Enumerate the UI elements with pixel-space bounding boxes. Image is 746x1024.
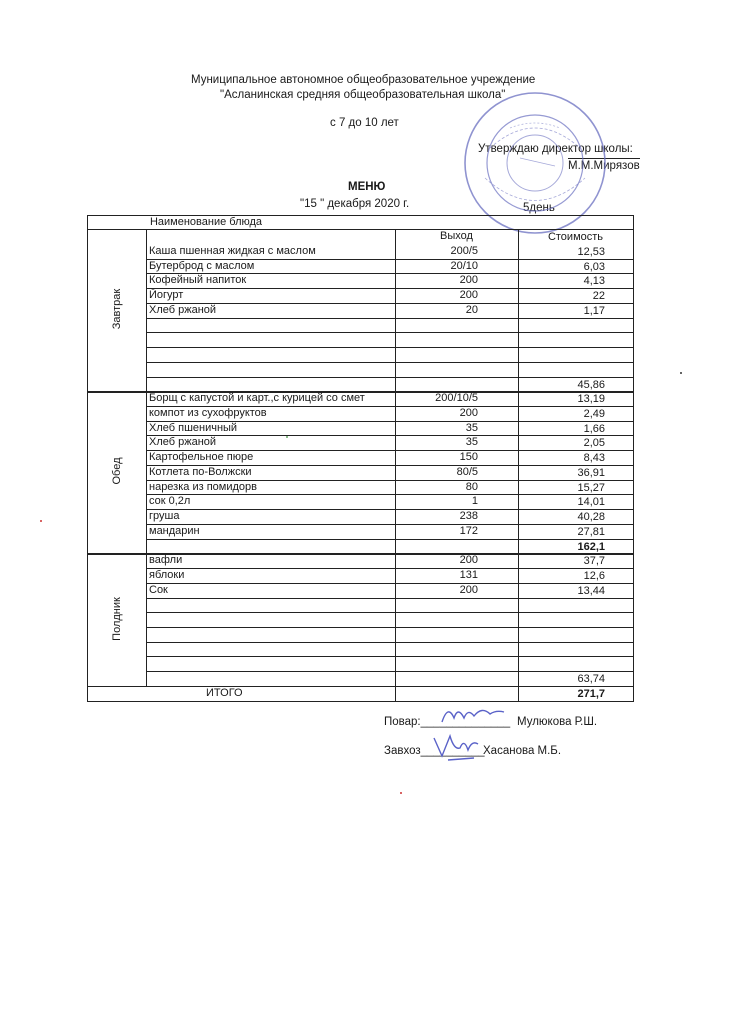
row-divider [146,598,633,599]
section-column-divider [146,229,147,686]
supply-manager-label: Завхоз__________ [384,745,485,757]
row-divider [146,332,633,333]
row-divider [146,539,633,540]
dish-yield: 35 [465,421,478,434]
dish-yield: 200/10/5 [435,392,478,405]
dish-yield: 150 [459,451,478,464]
table-border-top [87,215,633,216]
dish-yield: 200/5 [450,245,478,257]
dish-name: Котлета по-Волжски [149,465,252,478]
row-divider [146,318,633,319]
dish-cost: 1,66 [583,422,605,435]
dish-name: Кофейный напиток [149,274,247,287]
dish-name: Хлеб пшеничный [149,421,238,434]
dish-yield: 200 [459,289,478,302]
cook-signature [438,700,508,730]
row-divider [146,347,633,348]
section-subtotal: 45,86 [577,378,605,391]
header-divider [87,229,633,230]
dish-cost: 12,6 [583,570,605,583]
approval-line: Утверждаю директор школы: [478,143,633,155]
dish-yield: 35 [465,436,478,449]
dish-name: яблоки [149,569,185,582]
dish-yield: 80 [465,480,478,493]
dish-cost: 2,49 [583,408,605,421]
dish-yield: 172 [459,524,478,537]
dish-name: нарезка из помидорв [149,480,257,493]
cook-label: Повар:______________ [384,716,511,728]
cost-column-divider [518,229,519,701]
dish-name: Хлеб ржаной [149,436,217,449]
menu-title: МЕНЮ [348,181,386,193]
table-border-right [633,215,634,702]
dish-name: Сок [149,583,168,596]
row-divider [146,656,633,657]
dish-cost: 37,7 [583,555,605,568]
dish-name: мандарин [149,524,200,537]
dish-cost: 2,05 [583,437,605,450]
school-type: Муниципальное автономное общеобразовательное учреждение [191,74,536,86]
dish-yield: 20 [465,303,478,316]
dish-cost: 1,17 [583,304,605,317]
dish-cost: 27,81 [577,525,605,538]
dish-name: Йогурт [149,289,184,302]
supply-manager-name: Хасанова М.Б. [483,745,562,757]
dish-cost: 4,13 [583,275,605,288]
column-header-yield: Выход [440,230,473,242]
row-divider [146,671,633,672]
dish-yield: 238 [459,510,478,523]
dish-name: Борщ с капустой и карт.,с курицей со смет [149,392,365,405]
total-label: ИТОГО [206,686,243,699]
ink-speck [286,436,288,438]
cook-name: Мулюкова Р.Ш. [517,716,598,728]
day-number: 5день [523,202,555,214]
dish-yield: 200 [459,554,478,567]
row-divider [146,612,633,613]
table-border-left [87,215,88,701]
dish-yield: 200 [459,407,478,420]
dish-yield: 200 [459,583,478,596]
row-divider [146,362,633,363]
dish-name: Картофельное пюре [149,451,254,464]
dish-cost: 15,27 [577,481,605,494]
dish-cost: 8,43 [583,452,605,465]
column-header-name: Наименование блюда [149,216,263,228]
section-subtotal: 162,1 [577,540,605,553]
dish-yield: 1 [471,495,478,508]
age-range: с 7 до 10 лет [330,117,399,129]
row-divider [146,627,633,628]
total-value: 271,7 [577,687,605,700]
dish-cost: 36,91 [577,466,605,479]
dish-yield: 200 [459,274,478,287]
dish-name: Каша пшенная жидкая с маслом [149,245,316,257]
ink-speck [680,372,682,374]
section-label-breakfast: Завтрак [110,288,123,330]
dish-cost: 13,44 [577,584,605,597]
dish-cost: 14,01 [577,496,605,509]
row-divider [146,642,633,643]
dish-yield: 20/10 [450,259,478,272]
dish-yield: 80/5 [456,465,478,478]
column-header-cost: Стоимость [547,231,604,243]
school-name: "Асланинская средняя общеобразовательная школа" [220,89,506,101]
dish-cost: 40,28 [577,511,605,524]
dish-cost: 12,53 [577,246,605,258]
dish-yield: 131 [459,569,478,582]
ink-speck [400,792,402,794]
yield-column-divider [395,229,396,701]
ink-speck [40,520,42,522]
supply-manager-signature [428,730,484,764]
dish-name: сок 0,2л [149,495,191,508]
section-label-lunch: Обед [110,457,123,485]
dish-name: компот из сухофруктов [149,407,267,420]
row-divider [146,377,633,378]
dish-name: вафли [149,554,183,567]
dish-cost: 6,03 [583,260,605,273]
dish-name: Бутерброд с маслом [149,259,255,272]
dish-name: Хлеб ржаной [149,303,217,316]
section-label-snack: Полдник [110,596,123,641]
menu-date: "15 " декабря 2020 г. [300,198,410,210]
section-subtotal: 63,74 [577,673,605,686]
dish-cost: 22 [592,290,605,303]
dish-cost: 13,19 [577,393,605,406]
director-name: М.М.Мирязов [568,160,640,172]
dish-name: груша [149,510,180,523]
table-border-bottom [87,701,633,702]
